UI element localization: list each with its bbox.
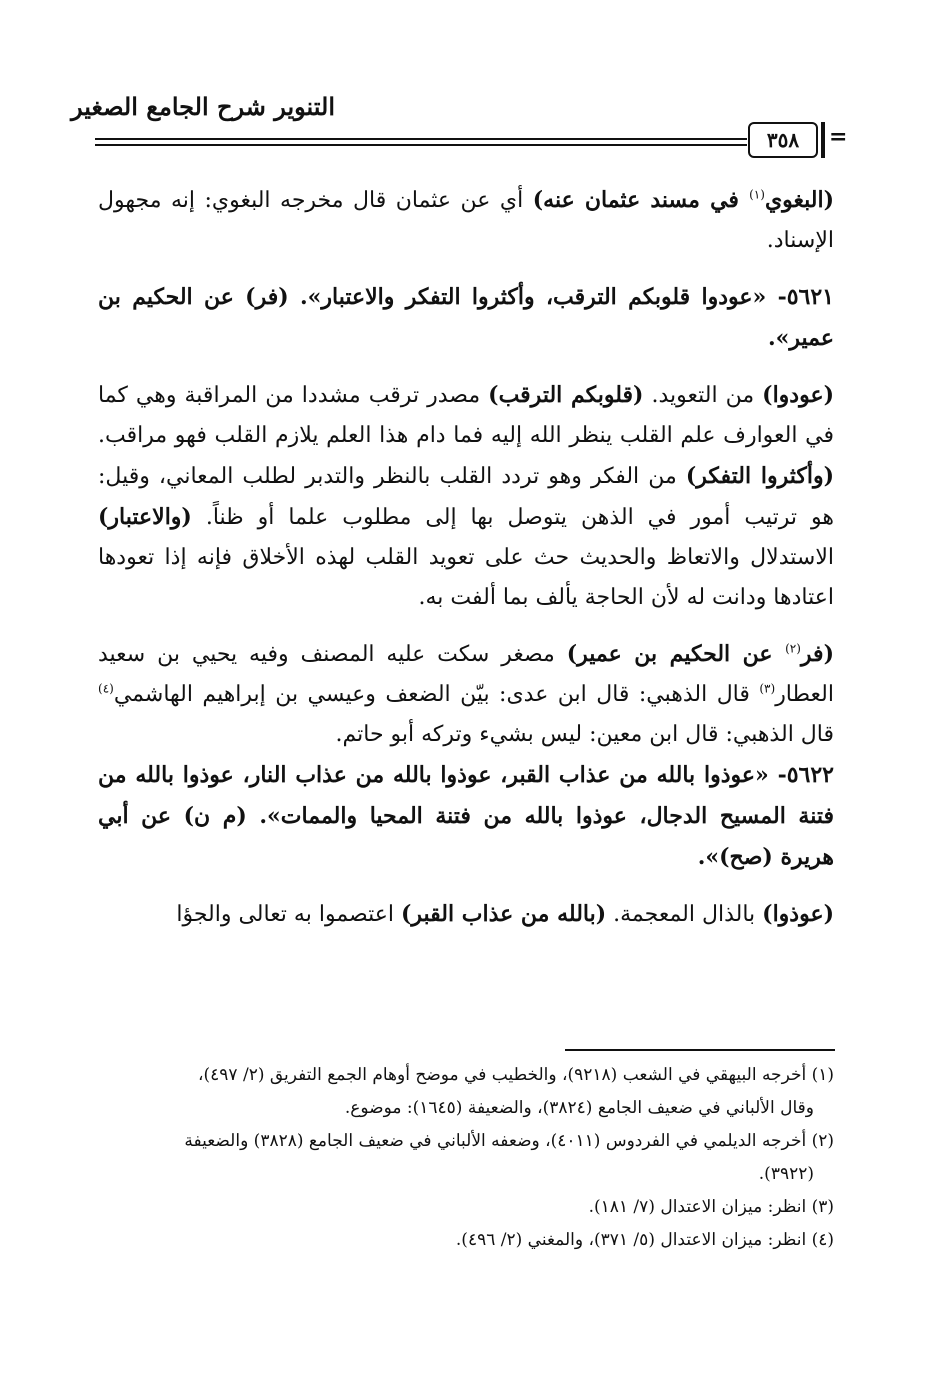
- bold-term: (قلوبكم الترقب): [488, 382, 644, 408]
- bold-term: (البغوي: [764, 187, 834, 213]
- paragraph-text: من الفكر وهو تردد القلب بالنظر والتدبر لطلب المعاني، وقيل: هو ترتيب أمور في الذهن يتوصل بها إلى مطلوب علما أو ظناً.: [98, 464, 834, 530]
- footnote-ref: (٢): [785, 641, 801, 656]
- book-title: التنوير شرح الجامع الصغير: [71, 92, 335, 121]
- footnote-2: (٢) أخرجه الديلمي في الفردوس (٤٠١١)، وضعفه الألباني في ضعيف الجامع (٣٨٢٨) والضعيفة: [184, 1131, 834, 1151]
- paragraph-commentary-3: [98, 634, 834, 755]
- bold-term: (وأكثروا التفكر): [685, 463, 834, 489]
- header-rule: [95, 138, 747, 140]
- paragraph-text: مصغر سكت عليه المصنف وفيه يحيي بن سعيد العطار: [98, 642, 834, 707]
- paragraph-commentary-4: [98, 894, 834, 935]
- footnote-separator: [565, 1049, 835, 1051]
- paragraph-text: اعتصموا به تعالى والجؤا: [176, 902, 401, 927]
- footnote-1: (١) أخرجه البيهقي في الشعب (٩٢١٨)، والخطيب في موضح أوهام الجمع التفريق (٢/ ٤٩٧)،: [198, 1065, 834, 1085]
- bold-term: (عودوا): [762, 382, 834, 408]
- paragraph-text: أي عن عثمان قال مخرجه البغوي: إنه مجهول الإسناد.: [98, 188, 834, 253]
- hadith-5622: [98, 755, 834, 878]
- footnote-2-cont: (٣٩٢٢).: [758, 1164, 814, 1184]
- paragraph-text: قال الذهبي: قال ابن عدى: بيّن الضعف وعيسي بن إبراهيم الهاشمي: [113, 682, 760, 707]
- paragraph-text: بالذال المعجمة.: [606, 902, 763, 927]
- bold-term: عن الحكيم بن عمير): [566, 641, 786, 667]
- bold-term: (بالله من عذاب القبر): [400, 901, 607, 927]
- footnote-ref: (١): [749, 187, 765, 202]
- paragraph-commentary-1: [98, 180, 834, 261]
- hadith-5621: [98, 277, 834, 359]
- hadith-text: ٥٦٢١- «عودوا قلوبكم الترقب، وأكثروا التفكر والاعتبار». (فر) عن الحكيم بن عمير».: [98, 284, 834, 351]
- footnotes: [98, 1060, 834, 1256]
- paragraph-text: الاستدلال والاتعاظ والحديث حث على تعويد القلب لهذه الأخلاق فإنه إذا تعودها اعتادها ودانت له لأن الحاجة يألف بما ألفت به.: [98, 545, 834, 610]
- footnote-1-cont: وقال الألباني في ضعيف الجامع (٣٨٢٤)، والضعيفة (١٦٤٥): موضوع.: [344, 1098, 814, 1118]
- page-mark: =: [829, 124, 848, 150]
- paragraph-text: مصدر ترقب مشددا من المراقبة وهي كما في العوارف علم القلب ينظر الله إليه فما دام هذا العلم يلازم القلب فهو مراقب.: [98, 383, 834, 448]
- bold-term: في مسند عثمان عنه): [532, 187, 750, 213]
- main-text: [98, 180, 834, 935]
- footnote-4: (٤) انظر: ميزان الاعتدال (٥/ ٣٧١)، والمغني (٢/ ٤٩٦).: [455, 1230, 834, 1250]
- footnote-ref: (٤): [98, 681, 114, 696]
- page-number-ornament: [821, 122, 825, 158]
- page-number: ٣٥٨: [748, 122, 818, 158]
- footnote-ref: (٣): [759, 681, 776, 696]
- bold-term: (عوذوا): [762, 901, 834, 927]
- header-rule: [95, 144, 747, 146]
- paragraph-text: قال الذهبي: قال ابن معين: ليس بشيء وتركه أبو حاتم.: [335, 722, 834, 747]
- hadith-text: ٥٦٢٢- «عوذوا بالله من عذاب القبر، عوذوا بالله من عذاب النار، عوذوا بالله من فتنة المسيح الدجال، عوذوا بالله من فتنة المحيا والممات». (م ن) عن أبي هريرة (صح)».: [98, 762, 834, 870]
- paragraph-commentary-2: [98, 375, 834, 618]
- bold-term: (فر: [800, 641, 834, 667]
- bold-term: (والاعتبار): [98, 504, 192, 530]
- paragraph-text: من التعويد.: [643, 383, 763, 408]
- footnote-3: (٣) انظر: ميزان الاعتدال (٧/ ١٨١).: [588, 1197, 834, 1217]
